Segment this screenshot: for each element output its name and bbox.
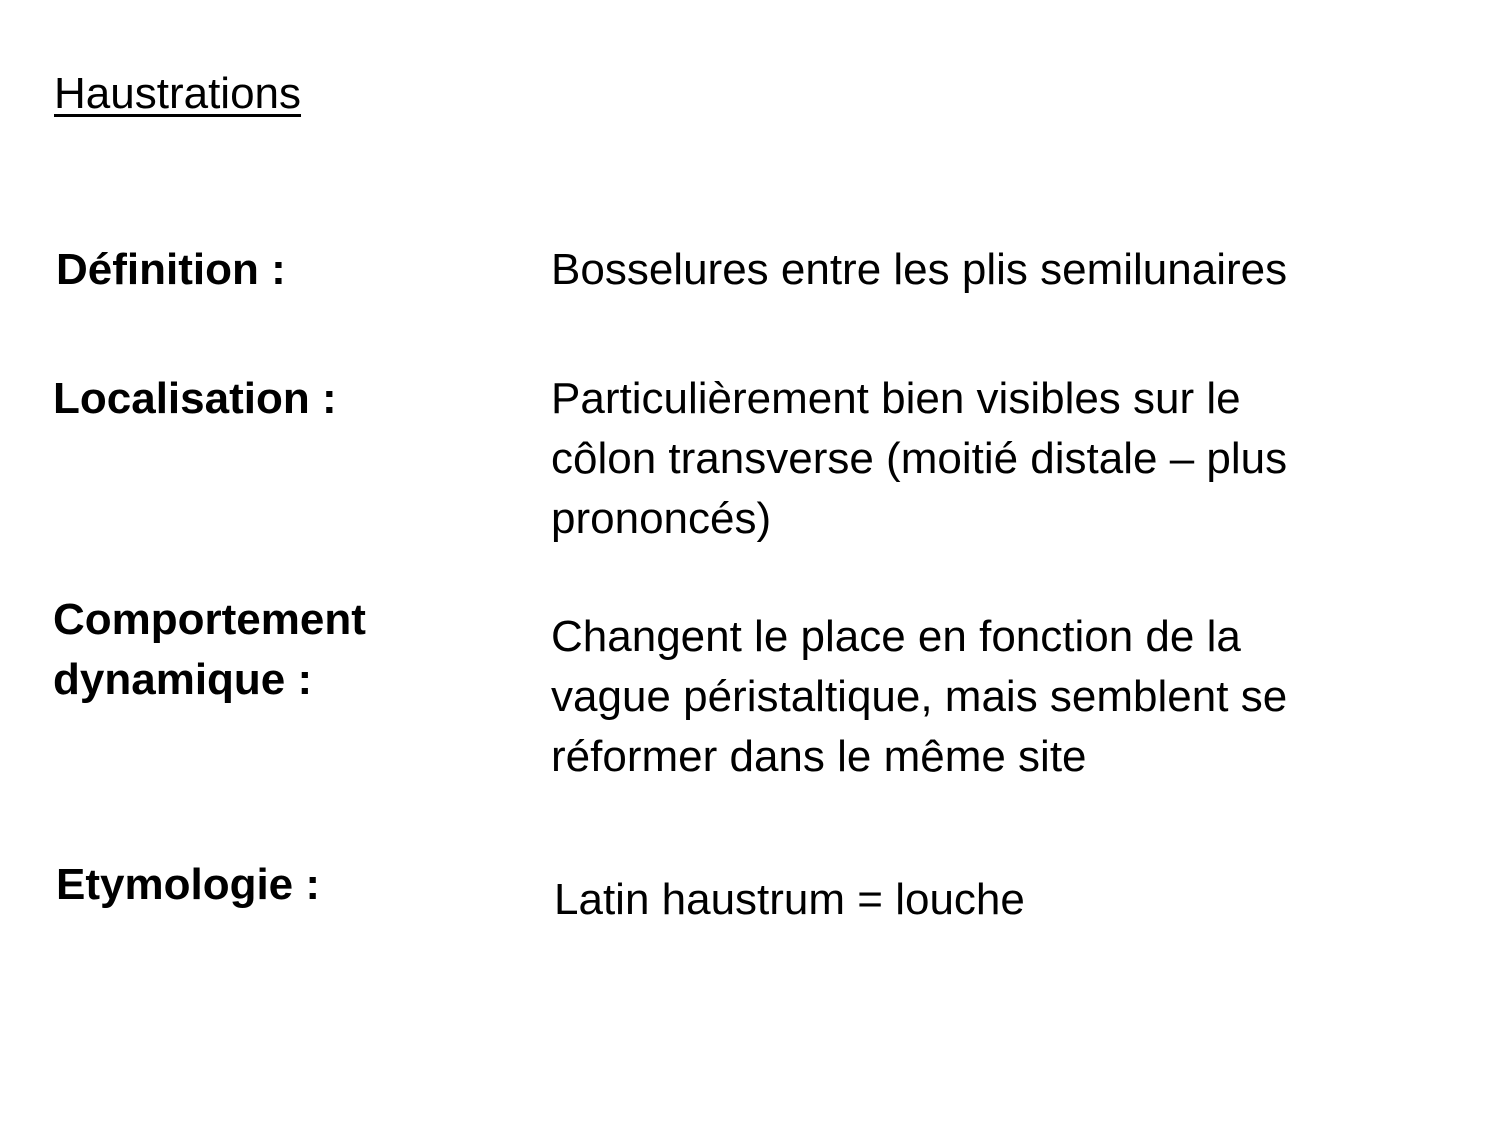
comportement-value-line: réformer dans le même site	[551, 732, 1087, 781]
etymologie-label: Etymologie :	[56, 860, 321, 909]
slide-title: Haustrations	[54, 69, 302, 118]
definition-value	[551, 240, 1287, 300]
comportement-label-line: dynamique :	[53, 655, 313, 704]
definition-label: Définition :	[56, 245, 286, 294]
etymologie-value-line: Latin haustrum = louche	[554, 875, 1025, 924]
comportement-value-line: vague péristaltique, mais semblent se	[551, 672, 1288, 721]
localisation-label: Localisation :	[53, 374, 337, 423]
localisation-value	[551, 369, 1287, 549]
comportement-dynamique-value	[551, 607, 1287, 787]
etymologie-value	[554, 870, 1025, 930]
comportement-value-line: Changent le place en fonction de la	[551, 612, 1241, 661]
localisation-value-line: côlon transverse (moitié distale – plus	[551, 434, 1288, 483]
localisation-value-line: Particulièrement bien visibles sur le	[551, 374, 1241, 423]
comportement-dynamique-label	[53, 590, 366, 710]
localisation-value-line: prononcés)	[551, 494, 772, 543]
definition-value-line: Bosselures entre les plis semilunaires	[551, 245, 1288, 294]
comportement-label-line: Comportement	[53, 595, 366, 644]
